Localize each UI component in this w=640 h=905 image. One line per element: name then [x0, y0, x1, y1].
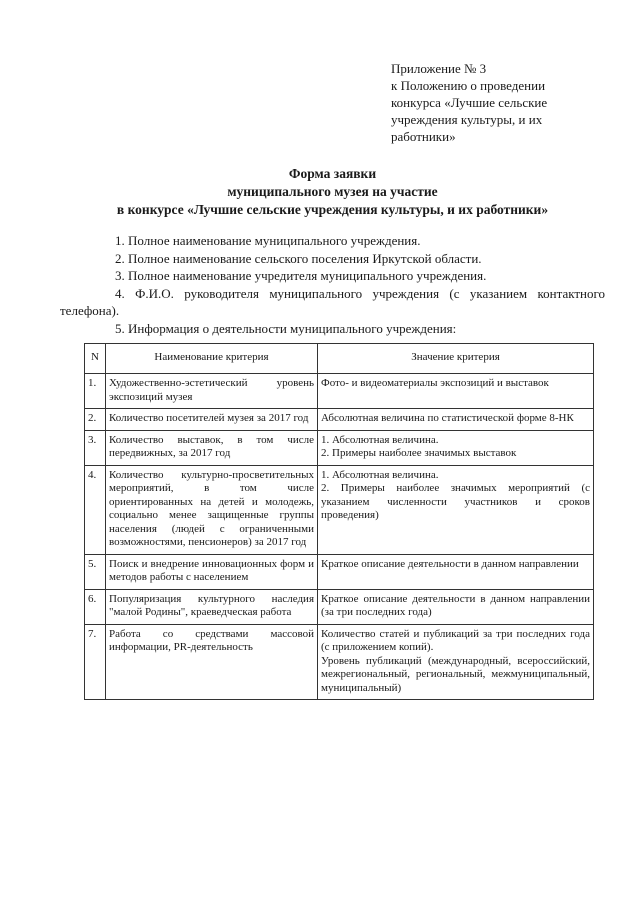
criterion-cell: Количество посетителей музея за 2017 год — [106, 409, 318, 431]
numbered-items — [60, 232, 605, 337]
table-header-row — [85, 344, 594, 374]
row-number: 5. — [85, 554, 106, 589]
value-cell — [318, 409, 594, 431]
appendix-line: учреждения культуры, и их — [391, 112, 543, 127]
value-cell — [318, 624, 594, 700]
appendix-line: конкурса «Лучшие сельские — [391, 95, 548, 110]
document-title — [60, 165, 605, 219]
table-row — [85, 430, 594, 465]
title-line: муниципального музея на участие — [227, 184, 438, 199]
table-row — [85, 554, 594, 589]
criterion-cell: Поиск и внедрение инновационных форм и методов работы с населением — [106, 554, 318, 589]
list-item: 4. Ф.И.О. руководителя муниципального учреждения (с указанием контактного телефона). — [60, 285, 605, 318]
criterion-cell: Работа со средствами массовой информации, PR-деятельность — [106, 624, 318, 700]
criterion-cell: Популяризация культурного наследия "малой Родины", краеведческая работа — [106, 589, 318, 624]
header-value: Значение критерия — [318, 344, 594, 374]
value-line: 2. Примеры наиболее значимых мероприятий (с указанием численности участников и сроков проведения) — [321, 482, 590, 521]
table-row — [85, 409, 594, 431]
header-num: N — [85, 344, 106, 374]
row-number: 2. — [85, 409, 106, 431]
value-line: Уровень публикаций (международный, всероссийский, межрегиональный, региональный, межмуниципальный, муниципальный) — [321, 654, 590, 694]
value-line: Краткое описание деятельности в данном направлении — [321, 557, 579, 570]
table-row — [85, 465, 594, 554]
value-line: Фото- и видеоматериалы экспозиций и выставок — [321, 377, 549, 389]
table-row — [85, 624, 594, 700]
appendix-line: к Положению о проведении — [391, 78, 546, 93]
row-number: 1. — [85, 374, 106, 409]
row-number: 3. — [85, 430, 106, 465]
list-item: 1. Полное наименование муниципального учреждения. — [115, 233, 421, 248]
list-item: 5. Информация о деятельности муниципального учреждения: — [115, 320, 457, 336]
value-line: Абсолютная величина по статистической форме 8-НК — [321, 412, 574, 424]
row-number: 7. — [85, 624, 106, 700]
value-line: 2. Примеры наиболее значимых выставок — [321, 447, 517, 459]
criterion-cell: Количество культурно-просветительных мероприятий, в том числе ориентированных на детей и молодежь, социально менее защищенные группы населения (людей с ограниченными возможностями, пенсионеров) за 2017 год — [106, 465, 318, 554]
value-cell — [318, 374, 594, 409]
appendix-line: работники» — [391, 129, 456, 144]
row-number: 6. — [85, 589, 106, 624]
row-number: 4. — [85, 465, 106, 554]
value-cell — [318, 465, 594, 554]
list-item: 2. Полное наименование сельского поселения Иркутской области. — [115, 250, 482, 266]
criteria-table — [84, 343, 594, 700]
appendix-header — [391, 60, 606, 145]
table-row — [85, 589, 594, 624]
title-line: Форма заявки — [288, 166, 377, 181]
value-line: Количество статей и публикаций за три последних года (с приложением копий). — [321, 627, 590, 653]
value-cell — [318, 430, 594, 465]
appendix-line: Приложение № 3 — [391, 61, 487, 76]
list-item: 3. Полное наименование учредителя муниципального учреждения. — [115, 268, 487, 283]
value-cell — [318, 589, 594, 624]
header-criterion: Наименование критерия — [106, 344, 318, 374]
value-line: 1. Абсолютная величина. — [321, 468, 439, 481]
value-cell — [318, 554, 594, 589]
value-line: Краткое описание деятельности в данном направлении (за три последних года) — [321, 592, 590, 618]
criterion-cell: Количество выставок, в том числе передвижных, за 2017 год — [106, 430, 318, 465]
table-row — [85, 374, 594, 409]
value-line: 1. Абсолютная величина. — [321, 433, 439, 446]
title-line: в конкурсе «Лучшие сельские учреждения культуры, и их работники» — [116, 202, 549, 217]
criterion-cell: Художественно-эстетический уровень экспозиций музея — [106, 374, 318, 409]
